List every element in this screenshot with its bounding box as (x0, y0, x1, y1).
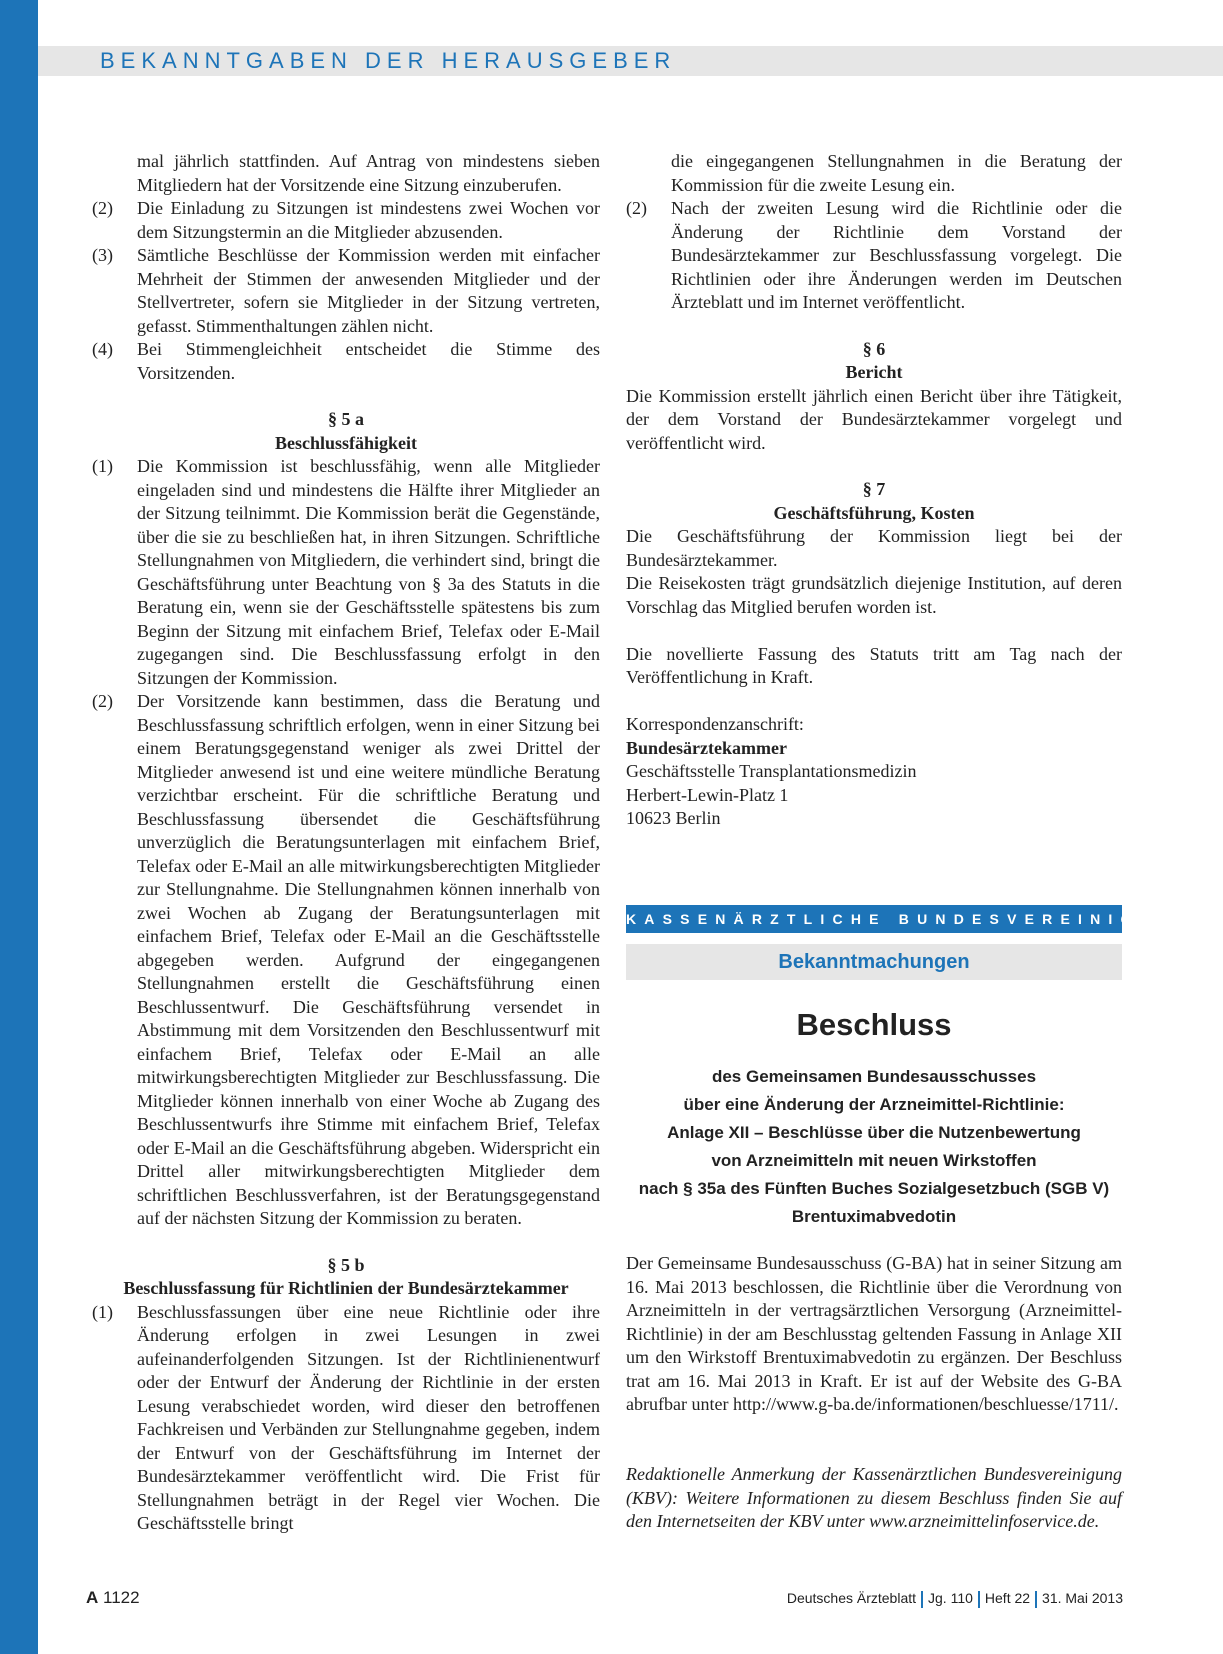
paragraph: die eingegangenen Stellungnahmen in die Beratung der Kommission für die zweite Lesung ein. (671, 151, 1122, 195)
address-street: Herbert-Lewin-Platz 1 (626, 784, 789, 805)
left-column (92, 150, 600, 1536)
section-header-label: BEKANNTGABEN DER HERAUSGEBER (100, 48, 677, 73)
subtitle-line: Anlage XII – Beschlüsse über die Nutzenbewertung (667, 1123, 1081, 1142)
blue-sidebar (0, 0, 38, 1654)
list-item (626, 197, 1122, 315)
section-number: § 7 (862, 479, 886, 499)
section-title: Bericht (845, 362, 903, 382)
list-item (92, 455, 600, 690)
list-item (92, 1301, 600, 1536)
right-column (626, 150, 1122, 831)
list-item (92, 244, 600, 338)
item-number: (4) (92, 339, 113, 359)
subtitle-line: von Arzneimitteln mit neuen Wirkstoffen (711, 1151, 1037, 1170)
address-org: Bundesärztekammer (626, 737, 787, 758)
item-number: (3) (92, 245, 113, 265)
section-header (38, 46, 1223, 76)
beschluss-subtitle (626, 1063, 1122, 1231)
list-item (92, 338, 600, 385)
journal-issue: Heft 22 (984, 1590, 1031, 1606)
journal-date: 31. Mai 2013 (1042, 1590, 1123, 1606)
journal-name: Deutsches Ärzteblatt (786, 1590, 917, 1606)
subtitle-line: über eine Änderung der Arzneimittel-Richtlinie: (683, 1095, 1065, 1114)
item-text: Bei Stimmengleichheit entscheidet die Stimme des Vorsitzenden. (137, 339, 600, 383)
item-text: Nach der zweiten Lesung wird die Richtlinie oder die Änderung der Richtlinie dem Vorstand der Bundesärztekammer zur Beschlussfassung vorgelegt. Die Richtlinien oder ihre Änderungen werden im Deutschen Ärzteblatt und im Internet veröffentlicht. (671, 198, 1122, 312)
paragraph: Die Reisekosten trägt grundsätzlich diejenige Institution, auf deren Vorschlag das Mitglied berufen worden ist. (626, 573, 1122, 617)
subtitle-line: nach § 35a des Fünften Buches Sozialgesetzbuch (SGB V) (638, 1179, 1110, 1198)
subtitle-line: des Gemeinsamen Bundesausschusses (711, 1067, 1037, 1086)
section-number: § 5 a (328, 409, 364, 429)
section-title: Geschäftsführung, Kosten (773, 502, 975, 523)
item-number: (1) (92, 456, 113, 476)
item-number: (2) (626, 198, 647, 218)
journal-volume: Jg. 110 (928, 1590, 973, 1606)
beschluss-title: Beschluss (796, 1007, 952, 1042)
journal-info (787, 1590, 1123, 1608)
section-number: § 6 (862, 338, 886, 359)
address-label: Korrespondenzanschrift: (626, 714, 804, 734)
item-text: Sämtliche Beschlüsse der Kommission werden mit einfacher Mehrheit der Stimmen der anwesenden Mitglieder und der Stellvertreter, sofern sie Mitglieder in der Sitzung vertreten, gefasst. Stimmenthaltungen zählen nicht. (137, 245, 600, 336)
paragraph: Die novellierte Fassung des Statuts tritt am Tag nach der Veröffentlichung in Kraft. (626, 643, 1122, 687)
beschluss-body: Der Gemeinsame Bundesausschuss (G-BA) hat in seiner Sitzung am 16. Mai 2013 beschlossen, die Richtlinie über die Verordnung von Arzneimitteln in der vertragsärztlichen Versorgung (Arzneimittel-Richtlinie) in der am Beschlusstag geltenden Fassung in Anlage XII um den Wirkstoff Brentuximabvedotin zu ergänzen. Der Beschluss trat am 16. Mai 2013 in Kraft. Er ist auf der Website des G-BA abrufbar unter http://www.g-ba.de/informationen/beschluesse/1711/. (626, 1253, 1122, 1414)
paragraph: mal jährlich stattfinden. Auf Antrag von mindestens sieben Mitgliedern hat der Vorsitzende eine Sitzung einzuberufen. (137, 151, 600, 195)
address-dept: Geschäftsstelle Transplantationsmedizin (626, 761, 917, 781)
section-title: Beschlussfähigkeit (274, 432, 418, 453)
item-number: (2) (92, 691, 113, 711)
page-number-value: 1122 (103, 1588, 140, 1607)
page-number (86, 1588, 140, 1608)
subtitle-line: Brentuximabvedotin (791, 1207, 957, 1226)
divider (978, 1591, 980, 1608)
item-text: Beschlussfassungen über eine neue Richtlinie oder ihre Änderung erfolgen in zwei Lesungen in zwei aufeinanderfolgenden Sitzungen. Ist der Richtlinienentwurf oder der Entwurf der Änderung der Richtlinie in der ersten Lesung verabschiedet worden, wird dieser den betroffenen Fachkreisen und Verbänden zur Stellungnahme gegeben, indem der Entwurf von der Geschäftsführung im Internet der Bundesärztekammer veröffentlicht wird. Die Frist für Stellungnahmen beträgt in der Regel vier Wochen. Die Geschäftsstelle bringt (137, 1301, 600, 1533)
address-city: 10623 Berlin (626, 808, 721, 828)
page-prefix: A (86, 1588, 99, 1607)
divider (1035, 1591, 1037, 1608)
kbv-banner: KASSENÄRZTLICHE BUNDESVEREINIGUNG (626, 905, 1122, 933)
section-number: § 5 b (327, 1254, 365, 1275)
section-title: Beschlussfassung für Richtlinien der Bundesärztekammer (123, 1278, 569, 1298)
item-text: Die Einladung zu Sitzungen ist mindestens zwei Wochen vor dem Sitzungstermin an die Mitglieder abzusenden. (137, 198, 600, 242)
item-text: Der Vorsitzende kann bestimmen, dass die Beratung und Beschlussfassung schriftlich erfolgen, wenn in einer Sitzung bei einem Beratungsgegenstand weniger als zwei Drittel der Mitglieder anwesend ist und eine weitere mündliche Beratung verzichtbar erscheint. Für die schriftliche Beratung und Beschlussfassung übersendet die Geschäftsführung unverzüglich die Beratungsunterlagen mit einfachem Brief, Telefax oder E-Mail an alle mitwirkungsberechtigten Mitglieder zur Stellungnahme. Die Stellungnahmen können innerhalb von zwei Wochen ab Zugang der Beratungsunterlagen mit einfachem Brief, Telefax oder E-Mail an die Geschäftsstelle abgegeben werden. Aufgrund der eingegangenen Stellungnahmen erstellt die Geschäftsführung einen Beschlussentwurf. Die Geschäftsführung versendet in Abstimmung mit dem Vorsitzenden den Beschlussentwurf mit einfachem Brief, Telefax oder E-Mail an alle mitwirkungsberechtigten Mitglieder zur Beschlussfassung. Die Mitglieder können innerhalb von einer Woche ab Zugang des Beschlussentwurfs ihre Stimme mit einfachem Brief, Telefax oder E-Mail an die Geschäftsführung abgeben. Widerspricht ein Drittel aller mitwirkungsberechtigten Mitglieder dem schriftlichen Beschlussverfahren, ist der Beratungsgegenstand auf der nächsten Sitzung der Kommission zu beraten. (137, 691, 600, 1228)
bekanntmachungen-banner: Bekanntmachungen (626, 944, 1122, 980)
editorial-note: Redaktionelle Anmerkung der Kassenärztlichen Bundesvereinigung (KBV): Weitere Informationen zu diesem Beschluss finden Sie auf den Internetseiten der KBV unter www.arzneimittelinfoservice.de. (626, 1464, 1122, 1531)
item-text: Die Kommission ist beschlussfähig, wenn alle Mitglieder eingeladen sind und mindestens die Hälfte ihrer Mitglieder an der Sitzung teilnimmt. Die Kommission berät die Gegenstände, über die sie zu beschließen hat, in ihren Sitzungen. Schriftliche Stellungnahmen von Mitgliedern, die verhindert sind, bringt die Geschäftsführung unter Beachtung von § 3a des Statuts in die Beratung ein, wenn sie der Geschäftsstelle spätestens bis zum Beginn der Sitzung mit einfachem Brief, Telefax oder E-Mail zugegangen sind. Die Beschlussfassung erfolgt in den Sitzungen der Kommission. (137, 456, 600, 688)
paragraph: Die Geschäftsführung der Kommission liegt bei der Bundesärztekammer. (626, 526, 1122, 570)
list-item (92, 197, 600, 244)
list-item (92, 690, 600, 1231)
item-number: (2) (92, 198, 113, 218)
item-number: (1) (92, 1301, 113, 1322)
divider (921, 1591, 923, 1608)
paragraph: Die Kommission erstellt jährlich einen Bericht über ihre Tätigkeit, der dem Vorstand der Bundesärztekammer vorgelegt und veröffentlicht wird. (626, 385, 1122, 453)
